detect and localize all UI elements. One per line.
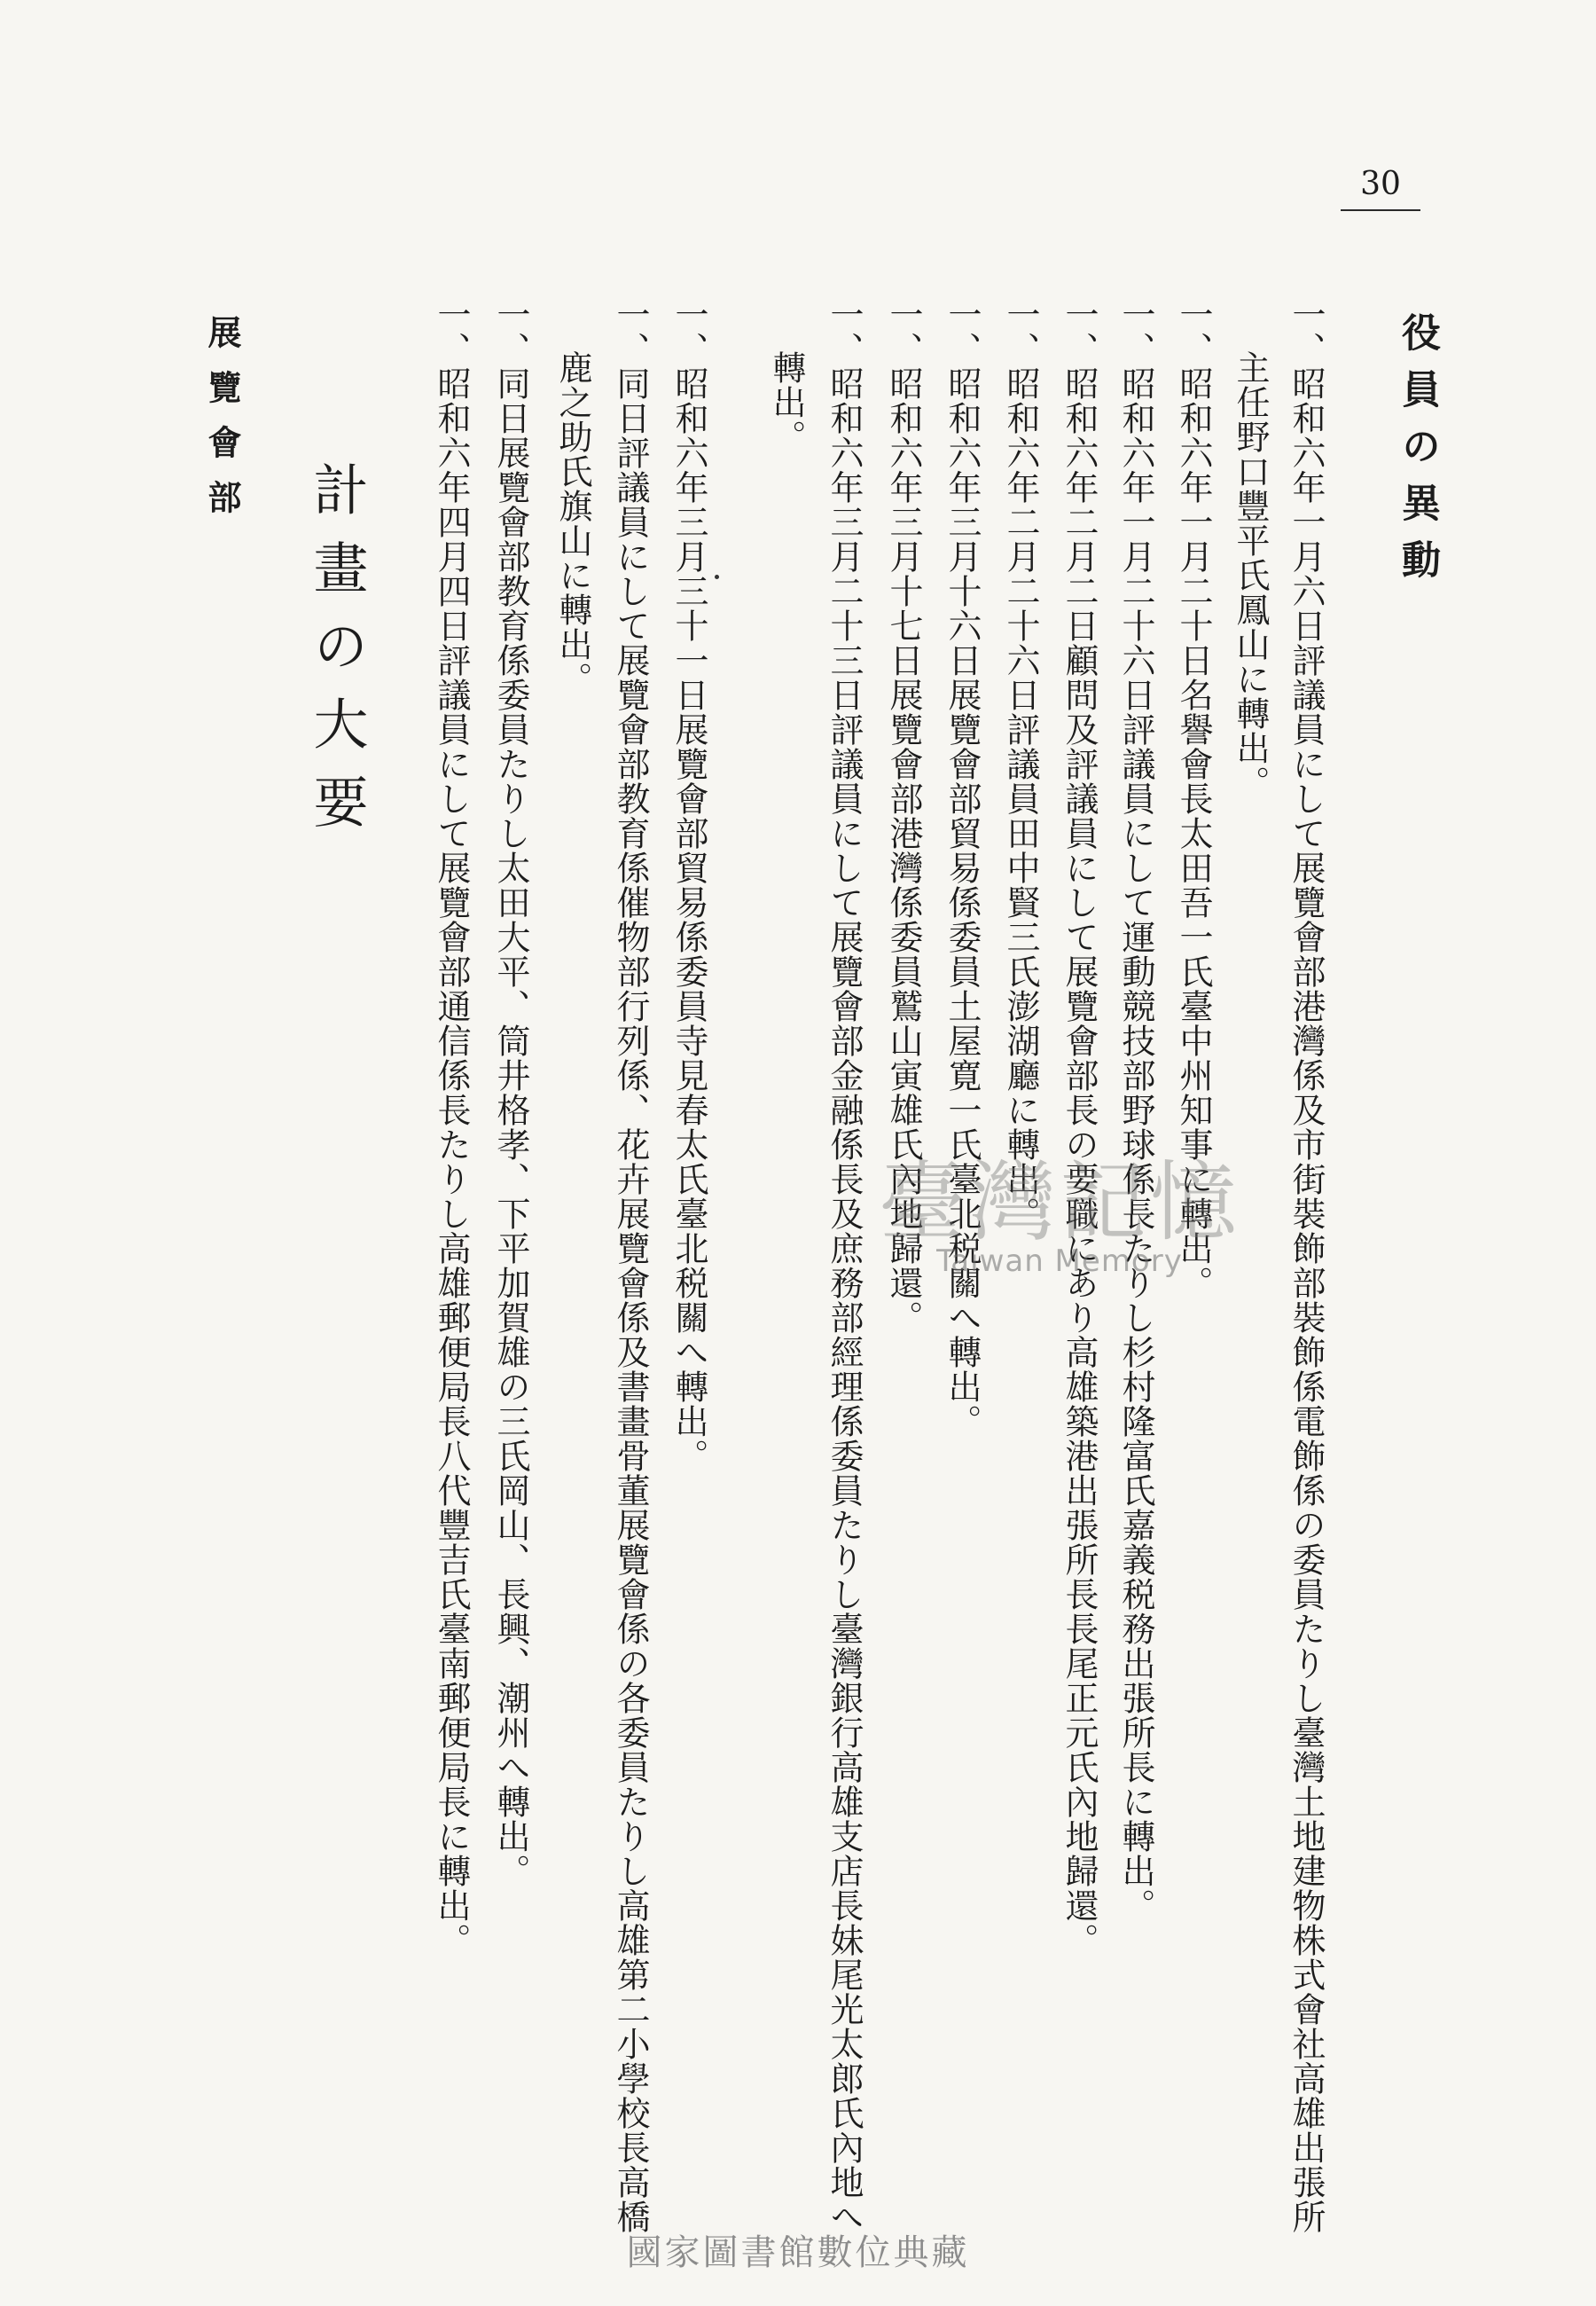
page-number: 30 [1341, 169, 1420, 211]
section-title: 計畫の大要 [304, 461, 369, 851]
entry-line: 一、昭和六年一月二十六日評議員にして運動競技部野球係長たりし杉村隆富氏嘉義税務出張所長に轉出。 [1116, 297, 1155, 1923]
entry-line: 一、昭和六年三月十七日展覽會部港灣係委員鷲山寅雄氏內地歸還。 [884, 297, 923, 1335]
watermark-main: 臺灣記憶 [878, 1152, 1240, 1253]
section-label: 展覽會部 [202, 315, 241, 535]
entry-line: 一、昭和六年三月二十三日評議員にして展覽會部金融係長及庶務部經理係委員たりし臺灣銀行高雄支店長妹尾光太郎氏內地へ [825, 297, 864, 2234]
stray-mark [715, 575, 719, 579]
section-heading: 役員の異動 [1395, 312, 1440, 596]
footer-credit: 國家圖書館數位典藏 [626, 2232, 970, 2273]
entry-line: 一、昭和六年三月十六日展覽會部貿易係委員土屋寛一氏臺北税關へ轉出。 [943, 297, 982, 1439]
entry-line: 一、昭和六年二月二日顧問及評議員にして展覽會部長の要職にあり高雄築港出張所長長尾正元氏內地歸還。 [1060, 297, 1099, 1957]
entry-line: 一、昭和六年三月三十一日展覽會部貿易係委員寺見春太氏臺北税關へ轉出。 [669, 297, 708, 1473]
entry-line: 一、昭和六年一月六日評議員にして展覽會部港灣係及市街裝飾部裝飾係電飾係の委員たりし臺灣土地建物株式會社高雄出張所 [1287, 297, 1326, 2234]
entry-line: 主任野口豐平氏鳳山に轉出。 [1231, 350, 1270, 800]
entry-line: 一、同日展覽會部教育係委員たりし太田大平、筒井格孝、下平加賀雄の三氏岡山、長興、潮州へ轉出。 [491, 297, 530, 1888]
watermark-sub: Taiwan Memory [936, 1243, 1183, 1279]
entry-line: 一、同日評議員にして展覽會部教育係催物部行列係、花卉展覽會係及書畫骨董展覽會係の各委員たりし高雄第二小學校長高橋 [611, 297, 650, 2234]
entry-line: 一、昭和六年二月二十六日評議員田中賢三氏澎湖廳に轉出。 [1001, 297, 1040, 1231]
entry-line: 一、昭和六年一月二十日名譽會長太田吾一氏臺中州知事に轉出。 [1174, 297, 1213, 1300]
entry-line: 一、昭和六年四月四日評議員にして展覽會部通信係長たりし高雄郵便局長八代豐吉氏臺南郵便局長に轉出。 [432, 297, 471, 1957]
entry-line: 鹿之助氏旗山に轉出。 [553, 350, 592, 696]
entry-line: 轉出。 [767, 350, 806, 454]
